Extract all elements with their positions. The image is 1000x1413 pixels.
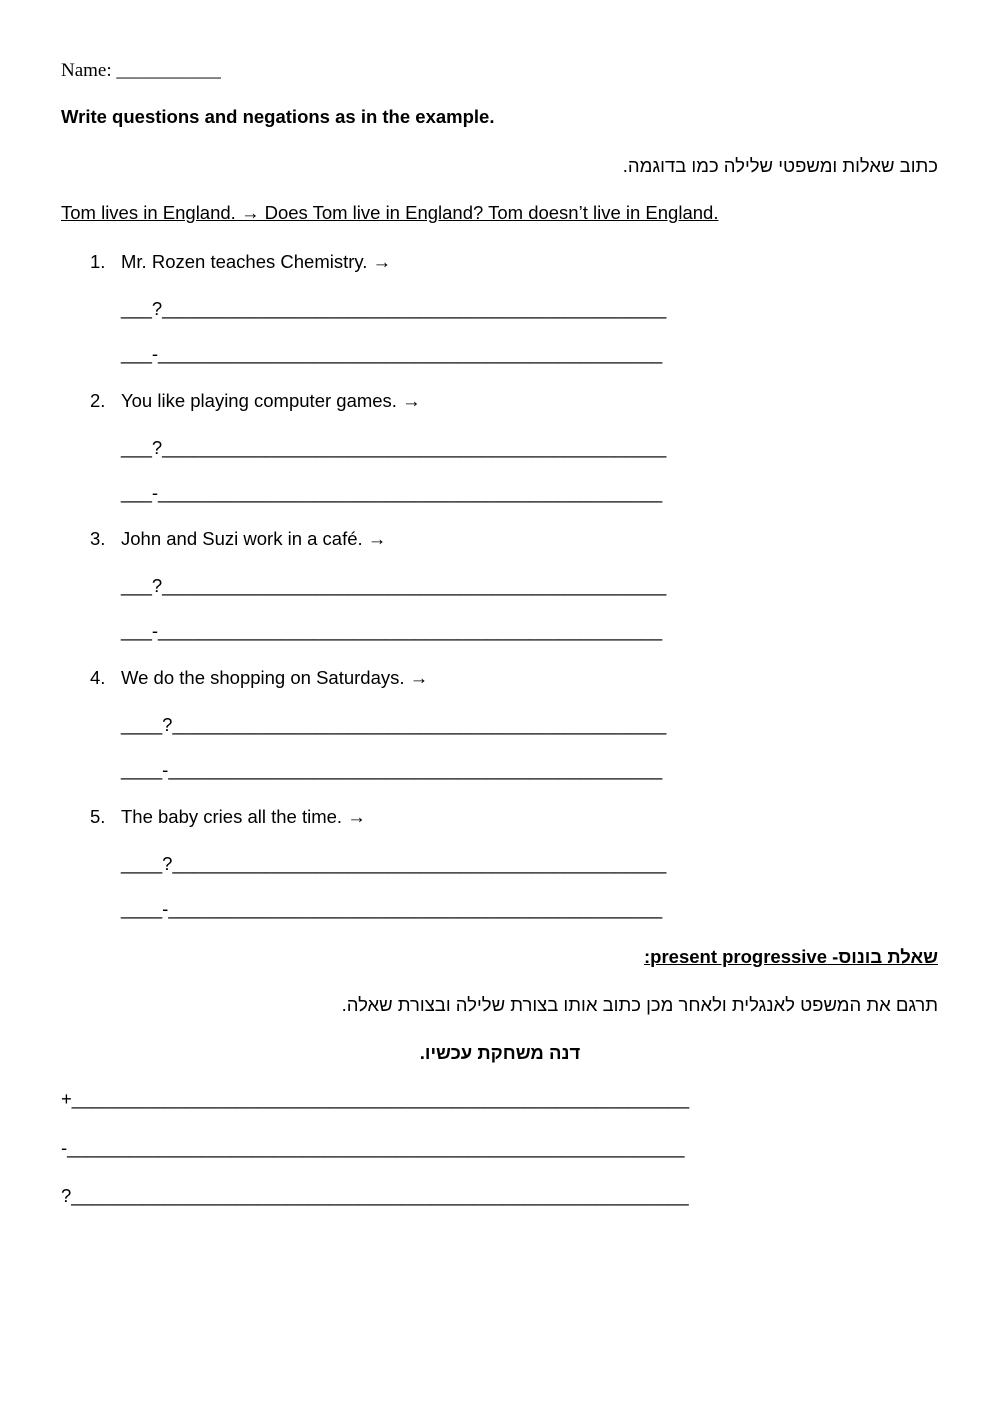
item-sentence: We do the shopping on Saturdays. →: [121, 667, 429, 688]
bonus-title: שאלת בונוס- present progressive:: [643, 946, 938, 967]
affirmative-answer-line[interactable]: +____________________________________________________________: [61, 1088, 690, 1109]
question-answer-line[interactable]: ___?_________________________________________________: [121, 575, 667, 596]
question-answer-line[interactable]: ___?_________________________________________________: [121, 437, 667, 458]
instruction-hebrew: כתוב שאלות ומשפטי שלילה כמו בדוגמה.: [622, 155, 938, 176]
item-number: 1.: [90, 251, 106, 272]
negation-answer-line[interactable]: ___-_________________________________________________: [121, 482, 663, 503]
bonus-instruction: תרגם את המשפט לאנגלית ולאחר מכן כתוב אותו בצורת שלילה ובצורת שאלה.: [341, 994, 938, 1015]
question-answer-line[interactable]: ____?________________________________________________: [121, 714, 667, 735]
negation-answer-line[interactable]: ___-_________________________________________________: [121, 620, 663, 641]
item-sentence: John and Suzi work in a café. →: [121, 528, 387, 549]
negative-answer-line[interactable]: -____________________________________________________________: [61, 1137, 685, 1158]
negation-answer-line[interactable]: ____-________________________________________________: [121, 759, 663, 780]
item-number: 2.: [90, 390, 106, 411]
bonus-sentence: דנה משחקת עכשיו.: [419, 1042, 581, 1063]
name-field-label[interactable]: Name: ___________: [61, 60, 221, 81]
item-number: 4.: [90, 667, 106, 688]
item-number: 3.: [90, 528, 106, 549]
item-number: 5.: [90, 806, 106, 827]
question-answer-line[interactable]: ____?________________________________________________: [121, 853, 667, 874]
negation-answer-line[interactable]: ___-_________________________________________________: [121, 343, 663, 364]
example-sentence: Tom lives in England. → Does Tom live in England? Tom doesn’t live in England.: [61, 202, 719, 223]
item-sentence: You like playing computer games. →: [121, 390, 421, 411]
question-answer-line[interactable]: ?____________________________________________________________: [61, 1185, 689, 1206]
negation-answer-line[interactable]: ____-________________________________________________: [121, 898, 663, 919]
item-sentence: Mr. Rozen teaches Chemistry. →: [121, 251, 392, 272]
item-sentence: The baby cries all the time. →: [121, 806, 366, 827]
instruction-english: Write questions and negations as in the example.: [61, 106, 495, 127]
question-answer-line[interactable]: ___?_________________________________________________: [121, 298, 667, 319]
